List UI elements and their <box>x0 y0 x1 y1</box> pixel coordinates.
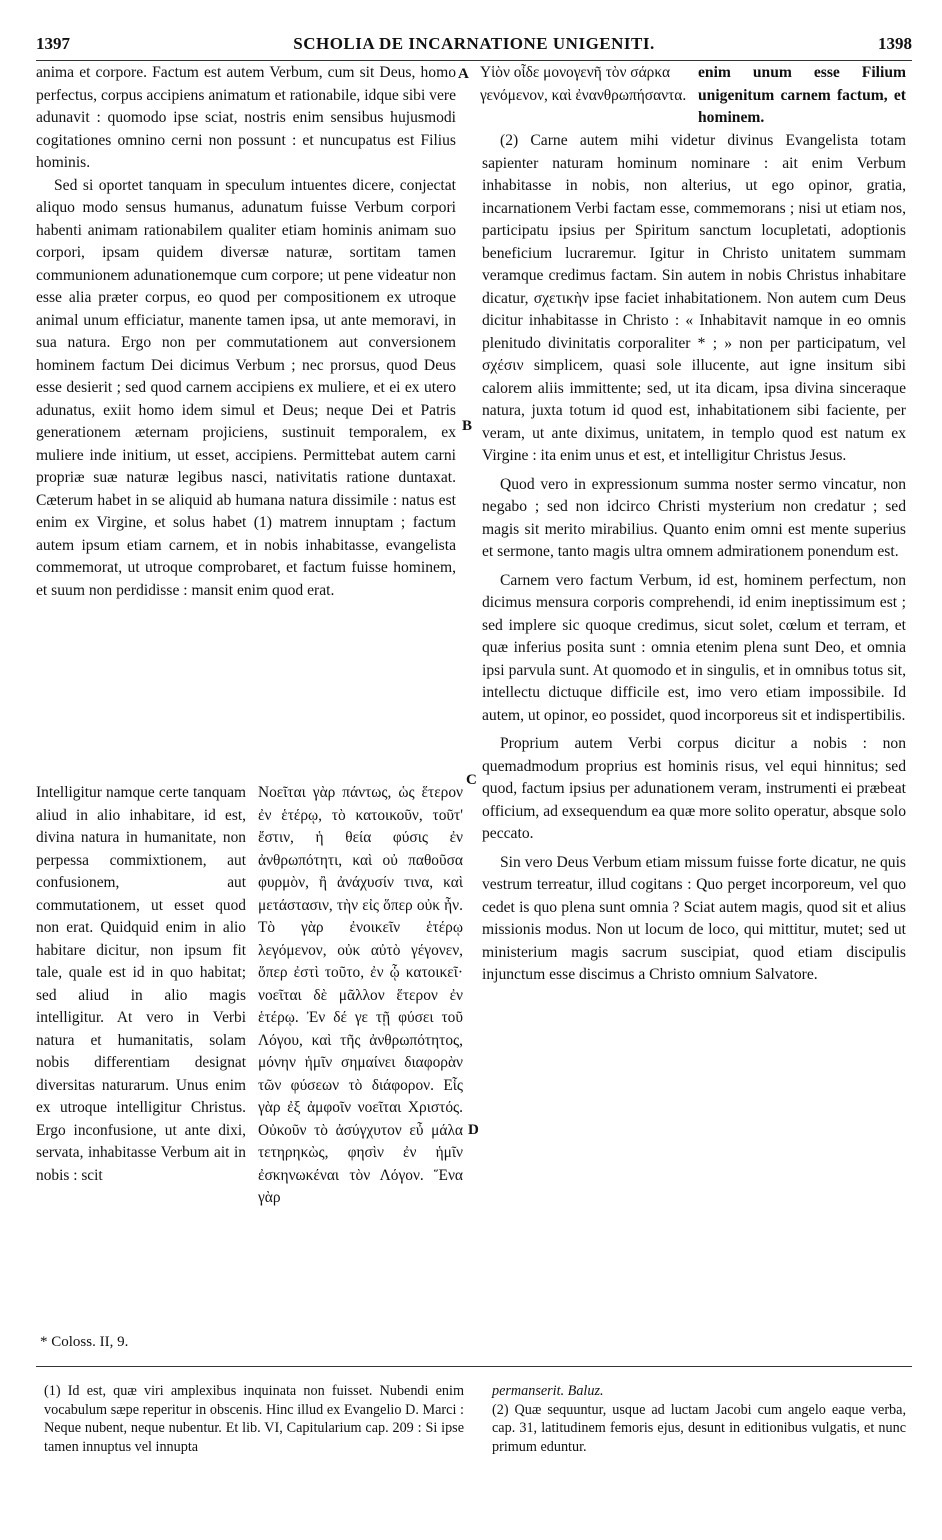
running-header <box>36 34 912 58</box>
right-paragraph-2: Quod vero in expressionum summa noster sermo vincatur, non negabo ; sed non idcirco Christi mysterium non credatur ; sed magis sit merito mirabilius. Quanto enim omni est mente superius et sermone, tanto magis ultra omnem admirationem ponendum est. <box>482 475 906 560</box>
left-latin-subcolumn: Intelligitur namque certe tanquam aliud in alio inhabitare, id est, divina natura in humanitate, non perpessa commixtionem, aut confusionem, aut commutationem, ut esset quod non erat. Quidquid enim in alio habitare dicitur, non ipsum fit tale, quale est id in quo habitat; sed aliud in alio magis intelligitur. At vero in Verbi natura et humanitatis, solam nobis differentiam designat diversitas naturarum. Unus enim ex utroque intelligitur Christus. Ergo inconfusione, ut ante dixi, servata, inhabitasse Verbum ait in nobis : scit <box>36 784 246 1184</box>
right-column <box>482 130 906 987</box>
header-rule <box>36 60 912 61</box>
left-paragraph-2: Sed si oportet tanquam in speculum intuentes dicere, conjectat aliquo modo sensus humanus, adunatum fuisse Verbum corpori habenti animam rationabilem qualiter etiam hominis animam suo corpori, ipsam quidem diversæ naturæ, sortitam tamen communionem adunationemque cum corpore; ut pene videatur non esse alia præter corpus, eo quod per compositionem ex utroque animal unum efficiatur, manente tamen ipsa, ut ante memoravi, in sua natura. Ergo non per commutationem aut conversionem hominem factum Dei dicimus Verbum ; nec prorsus, quod Deus esse desierit ; sed quod carnem accipiens ex muliere, et ei ex utero adunatus, exiit homo idem simul et Deus; neque Dei et Patris generationem æternam projiciens, sustinuit temporalem, ex muliere inde initium, ut esset, accipiens. Permittebat autem carni propriæ suæ naturæ legibus nasci, nativitatis ratione duntaxat. Cæterum habet in se aliquid ab humana natura dissimile : natus est enim ex Virgine, et solus habet (1) matrem innuptam ; factum autem ipsum etiam carnem, et in nobis inhabitasse, evangelista commemorat, ut utroque comprobaret, et factum fuisse hominem, et suum non perdidisse : mansit enim quod erat. <box>36 176 456 599</box>
margin-marker-a: A <box>458 66 469 82</box>
margin-marker-d: D <box>468 1122 479 1138</box>
left-paragraph-1: anima et corpore. Factum est autem Verbum, cum sit Deus, homo perfectus, corpus accipiens animatum et rationabile, idque sibi vere adunavit : quomodo ipse sciat, nostris enim sensibus hujusmodi cogitationes omnino cerni non possunt : et nuncupatus est Filius hominis. <box>36 64 457 171</box>
right-paragraph-4: Proprium autem Verbi corpus dicitur a nobis : non quemadmodum proprius est hominis risus, vel equi hinnitus; sed quod, factum ipsius per adunationem veram, instrumenti ei præbeat officium, ad exsequendum ea quæ more solito operatur, absque solo peccato. <box>482 735 906 842</box>
footnote-1: (1) Id est, quæ viri amplexibus inquinata non fuisset. Nubendi enim vocabulum sæpe reperitur in obscenis. Hinc illud ex Evangelio D. Marci : Neque nubent, neque nubentur. Et lib. VI, Capitularium cap. 209 : Si ipse tamen innuptus vel innupta <box>44 1383 464 1455</box>
footnote-2-block <box>492 1382 906 1456</box>
right-paragraph-1: (2) Carne autem mihi videtur divinus Evangelista totam sapienter naturam hominum nominare : ait enim Verbum inhabitasse in nobis, non alterius, ut ego opinor, gratia, incarnationem Verbi factam esse, commemorans ; nisi ut etiam nos, participatu ipsius per Spiritum sanctum locupletati, adoptionis beneficium lucraremur. Igitur in Christo unitatem summam veramque credimus factam. Sin autem in nobis Christus inhabitare dicatur, σχετικὴν ipse faciet inhabitationem. Non autem cum Deus dicitur inhabitasse in Christo : « Inhabitavit namque in eo omnis plenitudo divinitatis corporaliter * ; » non per participatum, vel σχέσιν simplicem, quasi sole illucente, aut igne insitum sibi calorem aliis immittente; sed, ut ita dicam, ipsa divina sinceraque natura, juxta totum id quod est, inhabitationem sibi faciente, per veram, ut ante diximus, unitatem, in templo quod est natum ex Virgine : ita enim unus et est, et intelligitur Christus Jesus. <box>482 132 906 464</box>
running-title: SCHOLIA DE INCARNATIONE UNIGENITI. <box>293 34 655 53</box>
footnotes-rule <box>36 1366 912 1367</box>
footnote-2: (2) Quæ sequuntur, usque ad luctam Jacobi cum angelo eaque verba, cap. 31, latitudinem femoris ejus, desunt in editionibus vulgatis, et nunc primum eduntur. <box>492 1401 906 1455</box>
right-paragraph-3: Carnem vero factum Verbum, id est, hominem perfectum, non dicimus mensura corporis comprehendi, id enim ineptissimum est ; sed implere sic quoque credimus, sicut solet, cœlum et terram, et quæ inferius posita sunt : omnia etenim plena sunt Deo, et omnia ipsi parvula sunt. At quomodo et in singulis, et in omnibus totus sit, intellectu dictuque difficile est, imo vero etiam impossibile. Id autem, ut opinor, eo possidet, quod incorporeus sit et indispertibilis. <box>482 571 906 724</box>
margin-marker-c: C <box>466 772 477 788</box>
page-number-right: 1398 <box>878 34 912 53</box>
margin-marker-b: B <box>462 418 473 434</box>
right-paragraph-5: Sin vero Deus Verbum etiam missum fuisse forte dicatur, ne quis vestrum terreatur, illud cogitans : Quo perget incorporeum, vel quo cedet is quo plena sunt omnia ? Sciat autem magis, quod sit et alius missionis modus. Non ut locum de loco, qui mittitur, mutet; sed ut ministerium magis sacrum suscipiat, quod etiam discipulis injunctum esse discimus a Christo omnium Salvatore. <box>482 853 906 983</box>
right-greek-top: Υἱὸν οἶδε μονογενῆ τὸν σάρκα γενόμενον, καὶ ἐνανθρωπήσαντα. <box>480 64 687 104</box>
left-greek-subcolumn: Νοεῖται γὰρ πάντως, ὡς ἕτερον ἐν ἑτέρῳ, τὸ κατοικοῦν, τοῦτ' ἔστιν, ἡ θεία φύσις ἐν ἀνθρωπότητι, καὶ οὐ παθοῦσα φυρμὸν, ἢ ἀνάχυσίν τινα, καὶ μετάστασιν, τὴν εἰς ὅπερ οὐκ ἦν. Τὸ γὰρ ἐνοικεῖν ἑτέρῳ λεγόμενον, οὐκ αὐτὸ γέγονεν, ὅπερ ἐστὶ τοῦτο, ἐν ᾧ κατοικεῖ· νοεῖται δὲ μᾶλλον ἕτερον ἐν ἑτέρῳ. Ἐν δέ γε τῇ φύσει τοῦ Λόγου, καὶ τῆς ἀνθρωπότητος, μόνην ἡμῖν σημαίνει διαφορὰν τῶν φύσεων τὸ διάφορον. Εἷς γὰρ ἐξ ἀμφοῖν νοεῖται Χριστός. Οὐκοῦν τὸ ἀσύγχυτον εὖ μάλα τετηρηκὼς, φησὶν ἐν ἡμῖν ἐσκηνωκέναι τὸν Λόγον. Ἕνα γὰρ <box>258 784 463 1206</box>
footnote-coloss: * Coloss. II, 9. <box>40 1334 129 1350</box>
left-column <box>36 62 456 602</box>
right-latin-top: enim unum esse Filium unigenitum carnem factum, et hominem. <box>698 64 906 126</box>
footnote-1-continued: permanserit. Baluz. <box>492 1383 604 1399</box>
page-number-left: 1397 <box>36 34 70 53</box>
